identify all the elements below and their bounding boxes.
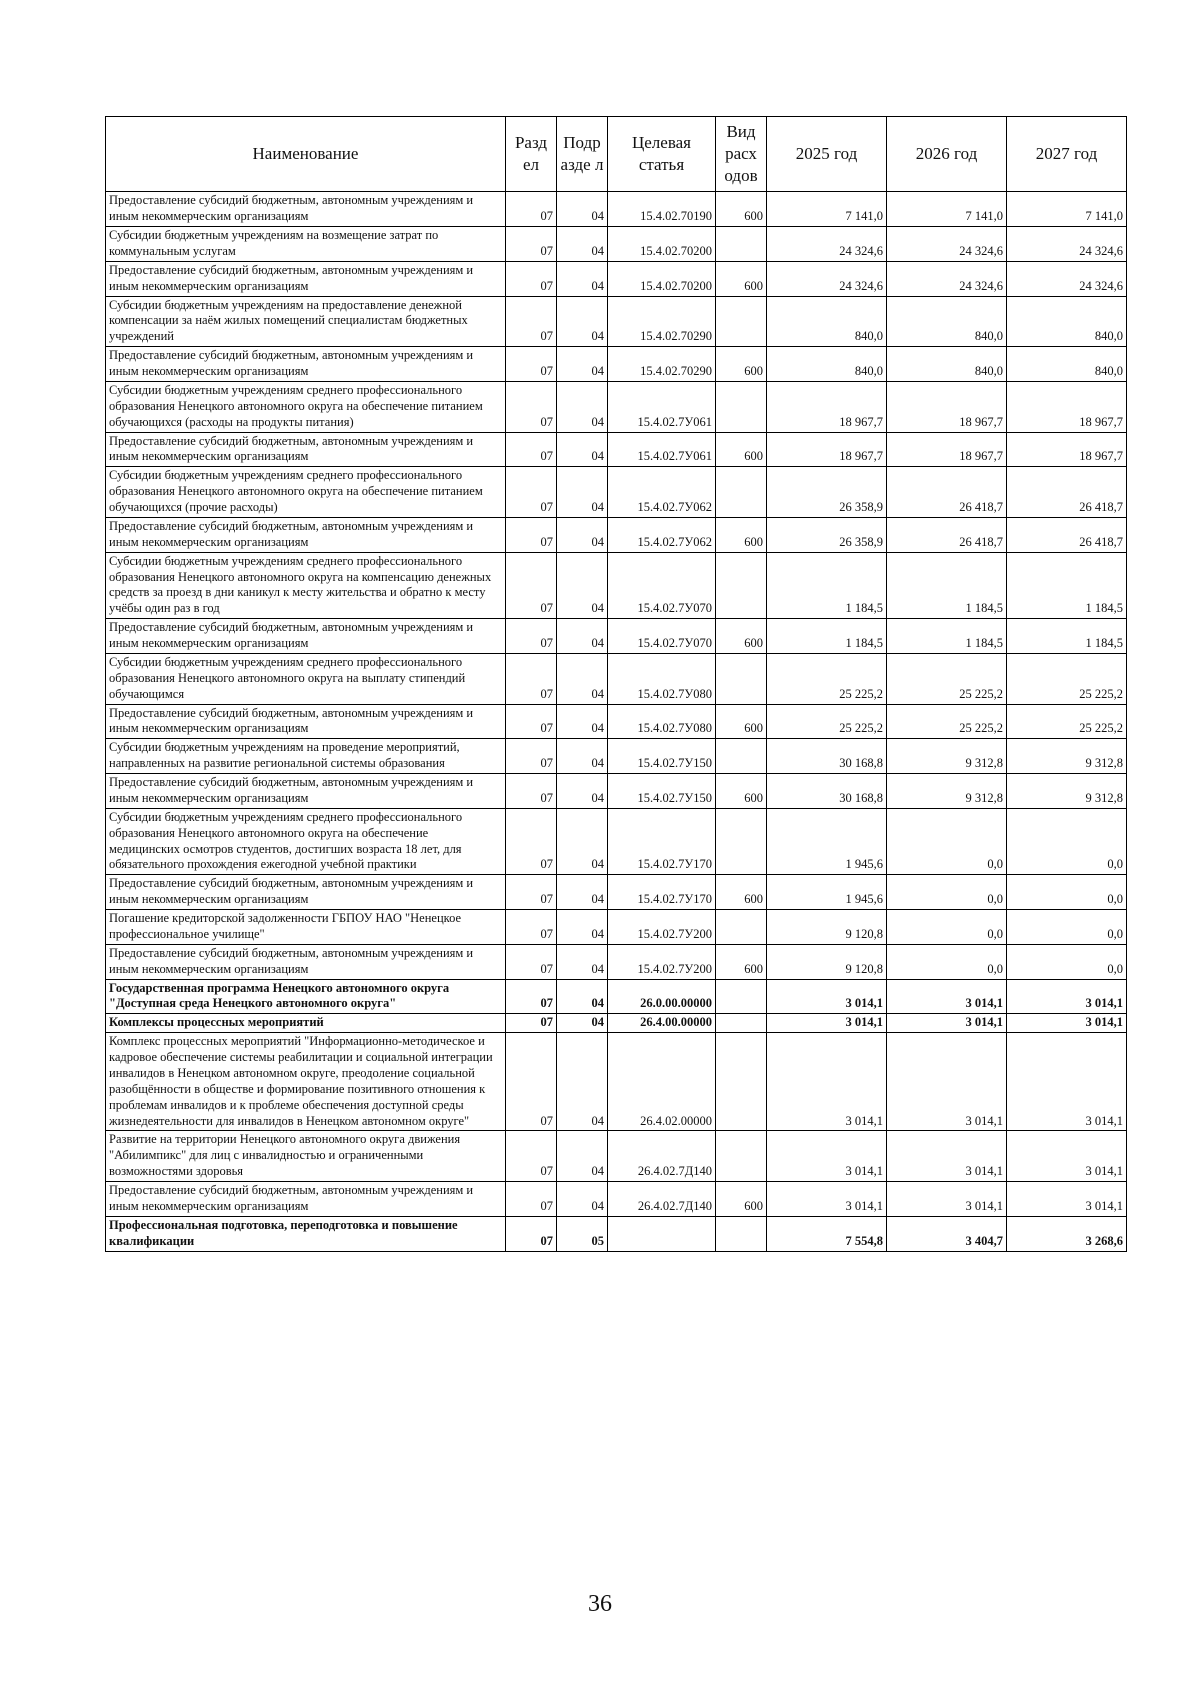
cell-expense-type: 600	[716, 261, 767, 296]
cell-2027: 18 967,7	[1007, 432, 1127, 467]
cell-2025: 3 014,1	[767, 1182, 887, 1217]
cell-subsection: 04	[557, 432, 608, 467]
cell-expense-type	[716, 1014, 767, 1033]
cell-section: 07	[506, 432, 557, 467]
cell-2027: 1 184,5	[1007, 552, 1127, 619]
cell-2026: 18 967,7	[887, 381, 1007, 432]
cell-expense-type: 600	[716, 875, 767, 910]
cell-name: Субсидии бюджетным учреждениям на возмещение затрат по коммунальным услугам	[106, 227, 506, 262]
cell-2026: 3 014,1	[887, 1033, 1007, 1131]
cell-expense-type: 600	[716, 944, 767, 979]
cell-2025: 24 324,6	[767, 261, 887, 296]
cell-2027: 0,0	[1007, 944, 1127, 979]
cell-subsection: 04	[557, 227, 608, 262]
table-row	[106, 1131, 1127, 1182]
cell-name: Субсидии бюджетным учреждениям среднего профессионального образования Ненецкого автономного округа на выплату стипендий обучающимся	[106, 653, 506, 704]
cell-subsection: 04	[557, 739, 608, 774]
cell-expense-type	[716, 227, 767, 262]
cell-2026: 3 404,7	[887, 1216, 1007, 1251]
cell-target: 15.4.02.7У061	[608, 432, 716, 467]
table-row	[106, 704, 1127, 739]
cell-target: 26.4.02.7Д140	[608, 1131, 716, 1182]
cell-subsection: 04	[557, 517, 608, 552]
cell-subsection: 04	[557, 347, 608, 382]
cell-section: 07	[506, 192, 557, 227]
cell-name: Предоставление субсидий бюджетным, автономным учреждениям и иным некоммерческим организациям	[106, 944, 506, 979]
cell-2027: 25 225,2	[1007, 704, 1127, 739]
cell-2026: 1 184,5	[887, 552, 1007, 619]
cell-2025: 30 168,8	[767, 739, 887, 774]
cell-2026: 24 324,6	[887, 261, 1007, 296]
page-number: 36	[588, 1591, 612, 1617]
cell-2025: 9 120,8	[767, 910, 887, 945]
table-row	[106, 432, 1127, 467]
cell-2025: 26 358,9	[767, 517, 887, 552]
cell-section: 07	[506, 261, 557, 296]
cell-target: 15.4.02.7У070	[608, 552, 716, 619]
header-target: Целевая статья	[608, 117, 716, 192]
cell-expense-type	[716, 552, 767, 619]
header-expense-type: Вид расх одов	[716, 117, 767, 192]
cell-2027: 3 268,6	[1007, 1216, 1127, 1251]
cell-subsection: 04	[557, 619, 608, 654]
cell-target: 15.4.02.7У070	[608, 619, 716, 654]
cell-target: 15.4.02.7У200	[608, 944, 716, 979]
cell-target: 26.4.00.00000	[608, 1014, 716, 1033]
table-body	[106, 192, 1127, 1251]
cell-2025: 840,0	[767, 296, 887, 347]
cell-name: Субсидии бюджетным учреждениям на предоставление денежной компенсации за наём жилых помещений специалистам бюджетных учреждений	[106, 296, 506, 347]
cell-2026: 25 225,2	[887, 653, 1007, 704]
cell-subsection: 04	[557, 910, 608, 945]
cell-name: Субсидии бюджетным учреждениям среднего профессионального образования Ненецкого автономного округа на обеспечение медицинских осмотров студентов, достигших возраста 18 лет, для обязательного прохождения ежегодной учебной практики	[106, 808, 506, 875]
table-row	[106, 808, 1127, 875]
table-row	[106, 227, 1127, 262]
cell-expense-type	[716, 381, 767, 432]
cell-name: Предоставление субсидий бюджетным, автономным учреждениям и иным некоммерческим организациям	[106, 875, 506, 910]
cell-2026: 0,0	[887, 910, 1007, 945]
table-row	[106, 619, 1127, 654]
cell-subsection: 04	[557, 1033, 608, 1131]
header-subsection: Подр азде л	[557, 117, 608, 192]
cell-expense-type	[716, 653, 767, 704]
cell-2025: 24 324,6	[767, 227, 887, 262]
cell-subsection: 04	[557, 552, 608, 619]
header-2025: 2025 год	[767, 117, 887, 192]
cell-target: 15.4.02.70200	[608, 227, 716, 262]
cell-expense-type	[716, 808, 767, 875]
cell-2025: 3 014,1	[767, 1033, 887, 1131]
cell-name: Предоставление субсидий бюджетным, автономным учреждениям и иным некоммерческим организациям	[106, 619, 506, 654]
cell-2026: 0,0	[887, 875, 1007, 910]
cell-target: 15.4.02.7У200	[608, 910, 716, 945]
cell-subsection: 04	[557, 467, 608, 518]
table-row	[106, 347, 1127, 382]
cell-2026: 1 184,5	[887, 619, 1007, 654]
header-2027: 2027 год	[1007, 117, 1127, 192]
cell-expense-type: 600	[716, 704, 767, 739]
cell-target: 15.4.02.7У170	[608, 875, 716, 910]
cell-2026: 3 014,1	[887, 979, 1007, 1014]
cell-name: Предоставление субсидий бюджетным, автономным учреждениям и иным некоммерческим организациям	[106, 704, 506, 739]
cell-2027: 25 225,2	[1007, 653, 1127, 704]
cell-2026: 840,0	[887, 296, 1007, 347]
cell-target: 15.4.02.7У170	[608, 808, 716, 875]
cell-subsection: 04	[557, 875, 608, 910]
cell-2026: 24 324,6	[887, 227, 1007, 262]
cell-subsection: 04	[557, 774, 608, 809]
cell-2025: 25 225,2	[767, 653, 887, 704]
cell-expense-type: 600	[716, 347, 767, 382]
table-row	[106, 552, 1127, 619]
cell-expense-type: 600	[716, 192, 767, 227]
cell-target: 15.4.02.70200	[608, 261, 716, 296]
cell-2027: 0,0	[1007, 910, 1127, 945]
table-row	[106, 1182, 1127, 1217]
table-row	[106, 1216, 1127, 1251]
cell-2027: 24 324,6	[1007, 261, 1127, 296]
cell-2027: 9 312,8	[1007, 774, 1127, 809]
cell-subsection: 05	[557, 1216, 608, 1251]
table-row	[106, 467, 1127, 518]
table-row	[106, 1033, 1127, 1131]
cell-name: Профессиональная подготовка, переподготовка и повышение квалификации	[106, 1216, 506, 1251]
cell-subsection: 04	[557, 653, 608, 704]
cell-2025: 7 141,0	[767, 192, 887, 227]
table-row	[106, 1014, 1127, 1033]
cell-target: 15.4.02.7У062	[608, 517, 716, 552]
cell-expense-type	[716, 1131, 767, 1182]
cell-target: 15.4.02.7У150	[608, 739, 716, 774]
cell-2026: 9 312,8	[887, 739, 1007, 774]
cell-name: Субсидии бюджетным учреждениям среднего профессионального образования Ненецкого автономного округа на обеспечение питанием обучающихся (прочие расходы)	[106, 467, 506, 518]
cell-section: 07	[506, 1182, 557, 1217]
cell-2026: 26 418,7	[887, 517, 1007, 552]
cell-2027: 18 967,7	[1007, 381, 1127, 432]
cell-name: Предоставление субсидий бюджетным, автономным учреждениям и иным некоммерческим организациям	[106, 774, 506, 809]
cell-2026: 3 014,1	[887, 1131, 1007, 1182]
cell-2026: 18 967,7	[887, 432, 1007, 467]
table-row	[106, 739, 1127, 774]
cell-2027: 0,0	[1007, 808, 1127, 875]
cell-section: 07	[506, 517, 557, 552]
cell-2027: 26 418,7	[1007, 467, 1127, 518]
cell-section: 07	[506, 653, 557, 704]
cell-section: 07	[506, 910, 557, 945]
table-row	[106, 192, 1127, 227]
cell-name: Развитие на территории Ненецкого автономного округа движения "Абилимпикс" для лиц с инвалидностью и ограниченными возможностями здоровья	[106, 1131, 506, 1182]
cell-2027: 1 184,5	[1007, 619, 1127, 654]
cell-name: Предоставление субсидий бюджетным, автономным учреждениям и иным некоммерческим организациям	[106, 1182, 506, 1217]
table-row	[106, 381, 1127, 432]
cell-section: 07	[506, 381, 557, 432]
cell-section: 07	[506, 774, 557, 809]
cell-2025: 1 184,5	[767, 552, 887, 619]
cell-2027: 3 014,1	[1007, 1131, 1127, 1182]
cell-expense-type: 600	[716, 619, 767, 654]
cell-section: 07	[506, 739, 557, 774]
cell-subsection: 04	[557, 296, 608, 347]
cell-2025: 3 014,1	[767, 1131, 887, 1182]
cell-target: 15.4.02.7У150	[608, 774, 716, 809]
cell-2027: 3 014,1	[1007, 1033, 1127, 1131]
cell-2027: 7 141,0	[1007, 192, 1127, 227]
table-row	[106, 653, 1127, 704]
table-row	[106, 517, 1127, 552]
header-name: Наименование	[106, 117, 506, 192]
cell-target: 15.4.02.70190	[608, 192, 716, 227]
table-row	[106, 296, 1127, 347]
cell-2026: 3 014,1	[887, 1014, 1007, 1033]
cell-target: 26.4.02.00000	[608, 1033, 716, 1131]
cell-name: Субсидии бюджетным учреждениям среднего профессионального образования Ненецкого автономного округа на компенсацию денежных средств за проезд в дни каникул к месту жительства и обратно к месту учёбы один раз в год	[106, 552, 506, 619]
cell-subsection: 04	[557, 261, 608, 296]
cell-expense-type	[716, 1216, 767, 1251]
cell-2025: 25 225,2	[767, 704, 887, 739]
table-row	[106, 910, 1127, 945]
table-row	[106, 875, 1127, 910]
cell-expense-type	[716, 910, 767, 945]
cell-name: Предоставление субсидий бюджетным, автономным учреждениям и иным некоммерческим организациям	[106, 192, 506, 227]
cell-section: 07	[506, 552, 557, 619]
cell-name: Субсидии бюджетным учреждениям на проведение мероприятий, направленных на развитие региональной системы образования	[106, 739, 506, 774]
cell-expense-type: 600	[716, 774, 767, 809]
cell-section: 07	[506, 619, 557, 654]
cell-expense-type: 600	[716, 432, 767, 467]
cell-name: Предоставление субсидий бюджетным, автономным учреждениям и иным некоммерческим организациям	[106, 517, 506, 552]
table-row	[106, 944, 1127, 979]
cell-2025: 3 014,1	[767, 1014, 887, 1033]
cell-2025: 30 168,8	[767, 774, 887, 809]
cell-target: 15.4.02.7У062	[608, 467, 716, 518]
cell-target	[608, 1216, 716, 1251]
cell-target: 26.0.00.00000	[608, 979, 716, 1014]
cell-expense-type	[716, 296, 767, 347]
cell-expense-type: 600	[716, 517, 767, 552]
cell-target: 15.4.02.70290	[608, 296, 716, 347]
cell-2026: 3 014,1	[887, 1182, 1007, 1217]
budget-table	[105, 116, 1127, 1252]
cell-section: 07	[506, 227, 557, 262]
cell-2025: 26 358,9	[767, 467, 887, 518]
cell-expense-type: 600	[716, 1182, 767, 1217]
cell-2027: 24 324,6	[1007, 227, 1127, 262]
cell-expense-type	[716, 467, 767, 518]
cell-name: Комплекс процессных мероприятий "Информационно-методическое и кадровое обеспечение системы реабилитации и социальной интеграции инвалидов в Ненецком автономном округе, преодоление социальной разобщённости в обществе и формирование позитивного отношения к проблемам инвалидов и к проблеме обеспечения доступной среды жизнедеятельности для инвалидов в Ненецком автономном округе"	[106, 1033, 506, 1131]
cell-expense-type	[716, 1033, 767, 1131]
cell-name: Предоставление субсидий бюджетным, автономным учреждениям и иным некоммерческим организациям	[106, 347, 506, 382]
cell-section: 07	[506, 296, 557, 347]
cell-2025: 9 120,8	[767, 944, 887, 979]
cell-target: 15.4.02.70290	[608, 347, 716, 382]
cell-section: 07	[506, 875, 557, 910]
cell-2027: 3 014,1	[1007, 1182, 1127, 1217]
cell-expense-type	[716, 979, 767, 1014]
cell-2026: 840,0	[887, 347, 1007, 382]
cell-section: 07	[506, 979, 557, 1014]
cell-expense-type	[716, 739, 767, 774]
cell-subsection: 04	[557, 704, 608, 739]
cell-2027: 9 312,8	[1007, 739, 1127, 774]
cell-section: 07	[506, 467, 557, 518]
cell-name: Государственная программа Ненецкого автономного округа "Доступная среда Ненецкого автономного округа"	[106, 979, 506, 1014]
cell-2025: 1 184,5	[767, 619, 887, 654]
cell-2025: 840,0	[767, 347, 887, 382]
cell-2027: 3 014,1	[1007, 1014, 1127, 1033]
cell-2026: 25 225,2	[887, 704, 1007, 739]
cell-subsection: 04	[557, 1014, 608, 1033]
cell-2026: 26 418,7	[887, 467, 1007, 518]
cell-section: 07	[506, 1033, 557, 1131]
cell-target: 15.4.02.7У061	[608, 381, 716, 432]
cell-subsection: 04	[557, 1131, 608, 1182]
cell-2026: 0,0	[887, 808, 1007, 875]
cell-subsection: 04	[557, 808, 608, 875]
table-header-row	[106, 117, 1127, 192]
cell-name: Комплексы процессных мероприятий	[106, 1014, 506, 1033]
cell-section: 07	[506, 704, 557, 739]
cell-name: Предоставление субсидий бюджетным, автономным учреждениям и иным некоммерческим организациям	[106, 432, 506, 467]
cell-2027: 26 418,7	[1007, 517, 1127, 552]
cell-target: 15.4.02.7У080	[608, 704, 716, 739]
cell-name: Субсидии бюджетным учреждениям среднего профессионального образования Ненецкого автономного округа на обеспечение питанием обучающихся (расходы на продукты питания)	[106, 381, 506, 432]
table-row	[106, 979, 1127, 1014]
header-section: Разд ел	[506, 117, 557, 192]
cell-2025: 1 945,6	[767, 808, 887, 875]
header-2026: 2026 год	[887, 117, 1007, 192]
cell-subsection: 04	[557, 1182, 608, 1217]
cell-2025: 18 967,7	[767, 432, 887, 467]
cell-2025: 18 967,7	[767, 381, 887, 432]
cell-2027: 0,0	[1007, 875, 1127, 910]
cell-2026: 9 312,8	[887, 774, 1007, 809]
cell-section: 07	[506, 347, 557, 382]
table-row	[106, 261, 1127, 296]
cell-target: 15.4.02.7У080	[608, 653, 716, 704]
cell-name: Предоставление субсидий бюджетным, автономным учреждениям и иным некоммерческим организациям	[106, 261, 506, 296]
cell-section: 07	[506, 1216, 557, 1251]
cell-2025: 1 945,6	[767, 875, 887, 910]
cell-2027: 3 014,1	[1007, 979, 1127, 1014]
cell-2026: 0,0	[887, 944, 1007, 979]
cell-2025: 7 554,8	[767, 1216, 887, 1251]
cell-2026: 7 141,0	[887, 192, 1007, 227]
cell-section: 07	[506, 944, 557, 979]
table-row	[106, 774, 1127, 809]
cell-2027: 840,0	[1007, 296, 1127, 347]
cell-name: Погашение кредиторской задолженности ГБПОУ НАО "Ненецкое профессиональное училище"	[106, 910, 506, 945]
cell-2027: 840,0	[1007, 347, 1127, 382]
cell-subsection: 04	[557, 381, 608, 432]
cell-subsection: 04	[557, 944, 608, 979]
cell-section: 07	[506, 1131, 557, 1182]
cell-subsection: 04	[557, 192, 608, 227]
cell-section: 07	[506, 1014, 557, 1033]
cell-section: 07	[506, 808, 557, 875]
cell-2025: 3 014,1	[767, 979, 887, 1014]
cell-target: 26.4.02.7Д140	[608, 1182, 716, 1217]
cell-subsection: 04	[557, 979, 608, 1014]
